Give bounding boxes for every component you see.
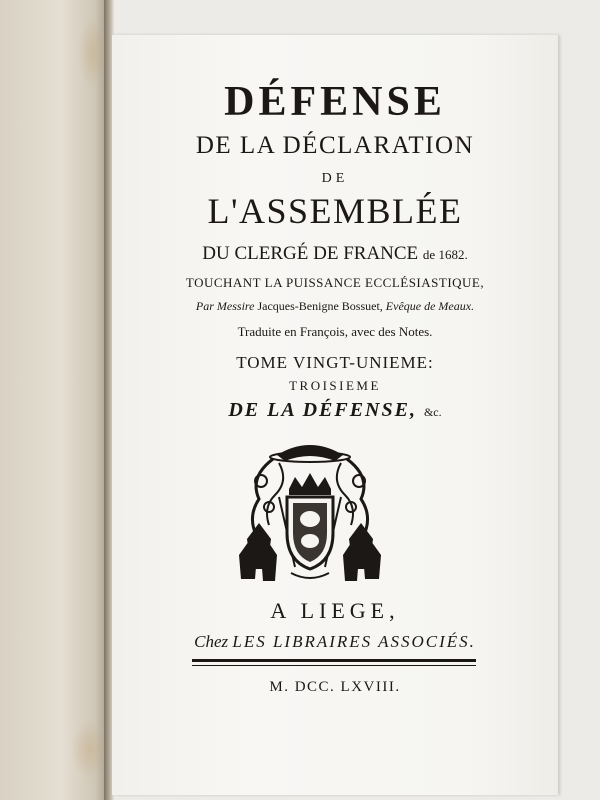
imprint-publisher: LES LIBRAIRES ASSOCIÉS. xyxy=(232,632,476,651)
author-line xyxy=(112,299,558,314)
author-title: Evêque de Meaux. xyxy=(385,299,475,313)
imprint-city: A LIEGE, xyxy=(270,598,400,623)
imprint-date: M. DCC. LXVIII. xyxy=(269,679,401,695)
title-line-clerge xyxy=(112,243,558,265)
author-name: Jacques-Benigne Bossuet, xyxy=(257,299,383,313)
translation-note: Traduite en François, avec des Notes. xyxy=(237,324,433,339)
imprint-chez: Chez xyxy=(194,632,229,651)
author-prefix: Par Messire xyxy=(195,299,255,313)
clerge-text: DU CLERGÉ DE FRANCE xyxy=(202,243,419,264)
title-page xyxy=(112,35,558,795)
main-title: DÉFENSE xyxy=(224,79,446,125)
double-rule-thin xyxy=(192,665,476,666)
part-title: DE LA DÉFENSE, xyxy=(228,399,417,421)
left-page-edge xyxy=(0,0,112,800)
tome-line: TOME VINGT-UNIEME: xyxy=(236,353,434,372)
imprint-publisher-line xyxy=(112,632,558,652)
part-title-line xyxy=(112,399,558,422)
subtitle-puissance: TOUCHANT LA PUISSANCE ECCLÉSIASTIQUE, xyxy=(185,275,485,290)
title-line-assemblee: L'ASSEMBLÉE xyxy=(207,191,463,231)
foxing-stain xyxy=(70,720,108,780)
double-rule-thick xyxy=(192,659,476,662)
title-line-declaration: DE LA DÉCLARATION xyxy=(195,132,475,159)
part-etc: &c. xyxy=(423,405,442,419)
part-line: TROISIEME xyxy=(289,378,381,393)
title-line-de: DE xyxy=(321,171,349,186)
bishop-coat-of-arms-icon xyxy=(239,437,381,585)
clerge-year: de 1682. xyxy=(422,247,468,262)
